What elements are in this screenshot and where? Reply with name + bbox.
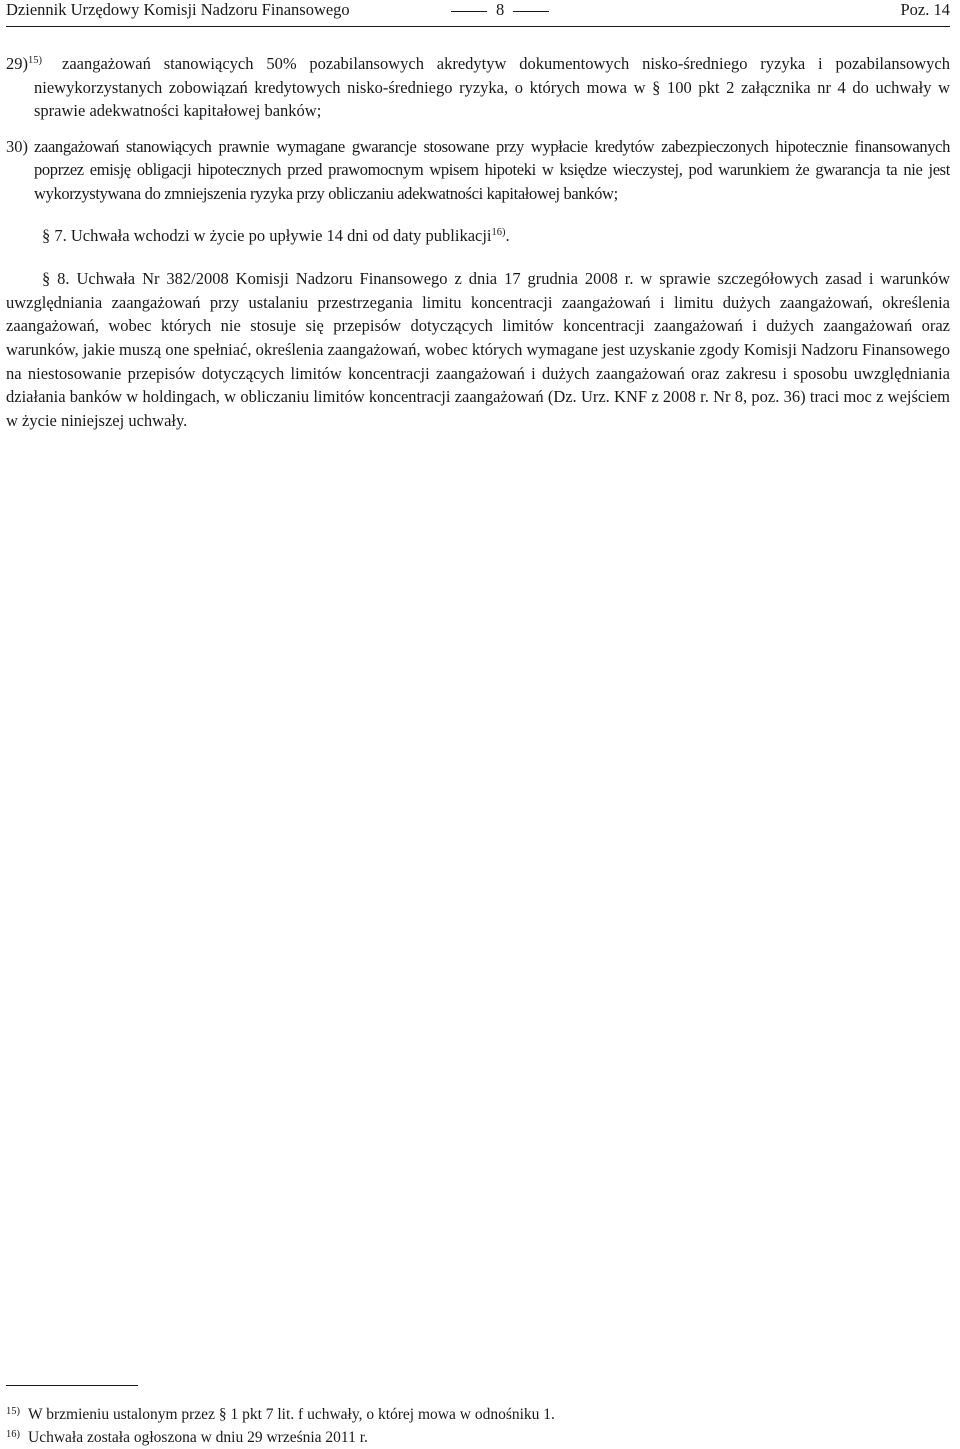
footnote-ref: 16): [492, 227, 506, 238]
list-item-29: [6, 52, 950, 123]
item-number: 30): [6, 135, 28, 159]
item-number: [6, 52, 42, 76]
journal-title: Dziennik Urzędowy Komisji Nadzoru Finansowego: [6, 0, 350, 20]
page-header: [6, 0, 950, 26]
dash-right: [513, 11, 549, 12]
footnote-rule: [6, 1385, 138, 1386]
footnotes: [6, 1404, 950, 1449]
dash-left: [451, 11, 487, 12]
footnote-number: 16): [6, 1424, 20, 1447]
footnote-15: [6, 1404, 950, 1427]
footnote-ref: 15): [28, 55, 42, 66]
footnote-text: Uchwała została ogłoszona w dniu 29 września 2011 r.: [28, 1429, 368, 1446]
section-7-text: § 7. Uchwała wchodzi w życie po upływie 14 dni od daty publikacji: [42, 226, 492, 245]
footnote-16: [6, 1427, 950, 1449]
item-text: zaangażowań stanowiących prawnie wymagane gwarancje stosowane przy wypłacie kredytów zabezpieczonych hipotecznie finansowanych poprzez emisję obligacji hipotecznych przed prawomocnym wpisem hipoteki w księdze wieczystej, pod warunkiem że gwarancja ta nie jest wykorzystywana do zmniejszenia ryzyka przy obliczaniu adekwatności kapitałowej banków;: [34, 135, 950, 206]
footnote-number: 15): [6, 1401, 20, 1424]
document-body: [6, 52, 950, 432]
footnote-text: W brzmieniu ustalonym przez § 1 pkt 7 lit. f uchwały, o której mowa w odnośniku 1.: [28, 1406, 555, 1423]
position-number: Poz. 14: [901, 0, 951, 20]
page-number: [442, 0, 558, 20]
item-number-value: 29): [6, 54, 28, 73]
section-7: [6, 224, 950, 248]
section-7-end: .: [506, 226, 510, 245]
page-number-value: 8: [496, 0, 504, 19]
section-8: § 8. Uchwała Nr 382/2008 Komisji Nadzoru Finansowego z dnia 17 grudnia 2008 r. w sprawie szczegółowych zasad i warunków uwzględniania zaangażowań przy ustalaniu przestrzegania limitu koncentracji zaangażowań i limitu dużych zaangażowań, określenia zaangażowań, wobec których nie stosuje się przepisów dotyczących limitów koncentracji zaangażowań i dużych zaangażowań oraz warunków, jakie muszą one spełniać, określenia zaangażowań, wobec których wymagane jest uzyskanie zgody Komisji Nadzoru Finansowego na niestosowanie przepisów dotyczących limitów koncentracji zaangażowań i dużych zaangażowań oraz zakresu i sposobu uwzględniania działania banków w holdingach, w obliczaniu limitów koncentracji zaangażowań (Dz. Urz. KNF z 2008 r. Nr 8, poz. 36) traci moc z wejściem w życie niniejszej uchwały.: [6, 267, 950, 432]
header-rule: [6, 26, 950, 27]
list-item-30: [6, 135, 950, 206]
item-text: zaangażowań stanowiących 50% pozabilansowych akredytyw dokumentowych nisko-średniego ryzyka i pozabilansowych niewykorzystanych zobowiązań kredytowych nisko-średniego ryzyka, o których mowa w § 100 pkt 2 załącznika nr 4 do uchwały w sprawie adekwatności kapitałowej banków;: [34, 52, 950, 123]
